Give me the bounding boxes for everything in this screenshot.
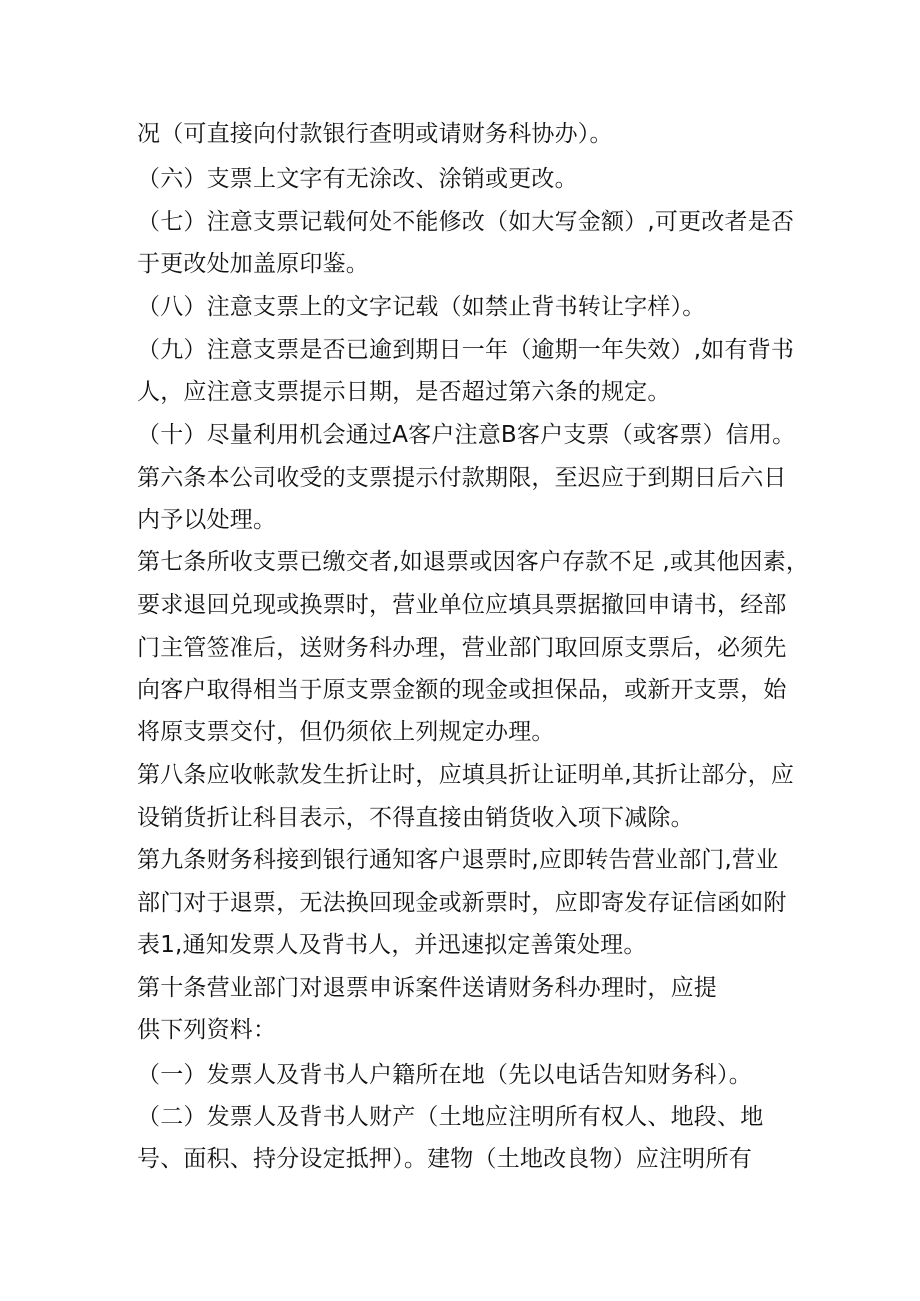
text-line: 向客户取得相当于原支票金额的现金或担保品，或新开支票，始 [137, 677, 787, 703]
text-line: （二）发票人及背书人财产（土地应注明所有权人、地段、地 [137, 1104, 764, 1130]
text-line: 第六条本公司收受的支票提示付款期限，至迟应于到期日后六日 [137, 465, 787, 491]
text-line: 设销货折让科目表示，不得直接由销货收入项下减除。 [137, 805, 694, 831]
text-line: 供下列资料： [137, 1017, 277, 1043]
text-line: （十）尽量利用机会通过A客户注意B客户支票（或客票）信用。 [137, 422, 796, 448]
text-line: 第八条应收帐款发生折让时，应填具折让证明单,其折让部分，应 [137, 762, 795, 788]
text-line: 第九条财务科接到银行通知客户退票时,应即转告营业部门,营业 [137, 847, 779, 873]
text-line: 况（可直接向付款银行查明或请财务科协办）。 [137, 121, 613, 147]
text-line: 于更改处加盖原印鉴。 [137, 251, 369, 277]
text-line: 第十条营业部门对退票申诉案件送请财务科办理时，应提 [137, 975, 717, 1001]
text-line: （一）发票人及背书人户籍所在地（先以电话告知财务科）。 [137, 1062, 752, 1088]
text-line: 号、面积、持分设定抵押）。建物（土地改良物）应注明所有 [137, 1146, 752, 1172]
text-line: 要求退回兑现或换票时，营业单位应填具票据撤回申请书，经部 [137, 592, 787, 618]
text-line: 人，应注意支票提示日期，是否超过第六条的规定。 [137, 379, 671, 405]
text-line: 内予以处理。 [137, 507, 277, 533]
text-line: （六）支票上文字有无涂改、涂销或更改。 [137, 166, 578, 192]
text-line: 门主管签准后，送财务科办理，营业部门取回原支票后，必须先 [137, 635, 787, 661]
text-line: 部门对于退票，无法换回现金或新票时，应即寄发存证信函如附 [137, 890, 787, 916]
text-line: 将原支票交付，但仍须依上列规定办理。 [137, 719, 555, 745]
text-line: （八）注意支票上的文字记载（如禁止背书转让字样）。 [137, 294, 706, 320]
text-line: 第七条所收支票已缴交者,如退票或因客户存款不足 ,或其他因素， [137, 549, 810, 575]
text-line: （九）注意支票是否已逾到期日一年（逾期一年失效）,如有背书 [137, 337, 795, 363]
text-line: （七）注意支票记载何处不能修改（如大写金额）,可更改者是否 [137, 209, 795, 235]
text-line: 表1,通知发票人及背书人，并迅速拟定善策处理。 [137, 932, 647, 958]
